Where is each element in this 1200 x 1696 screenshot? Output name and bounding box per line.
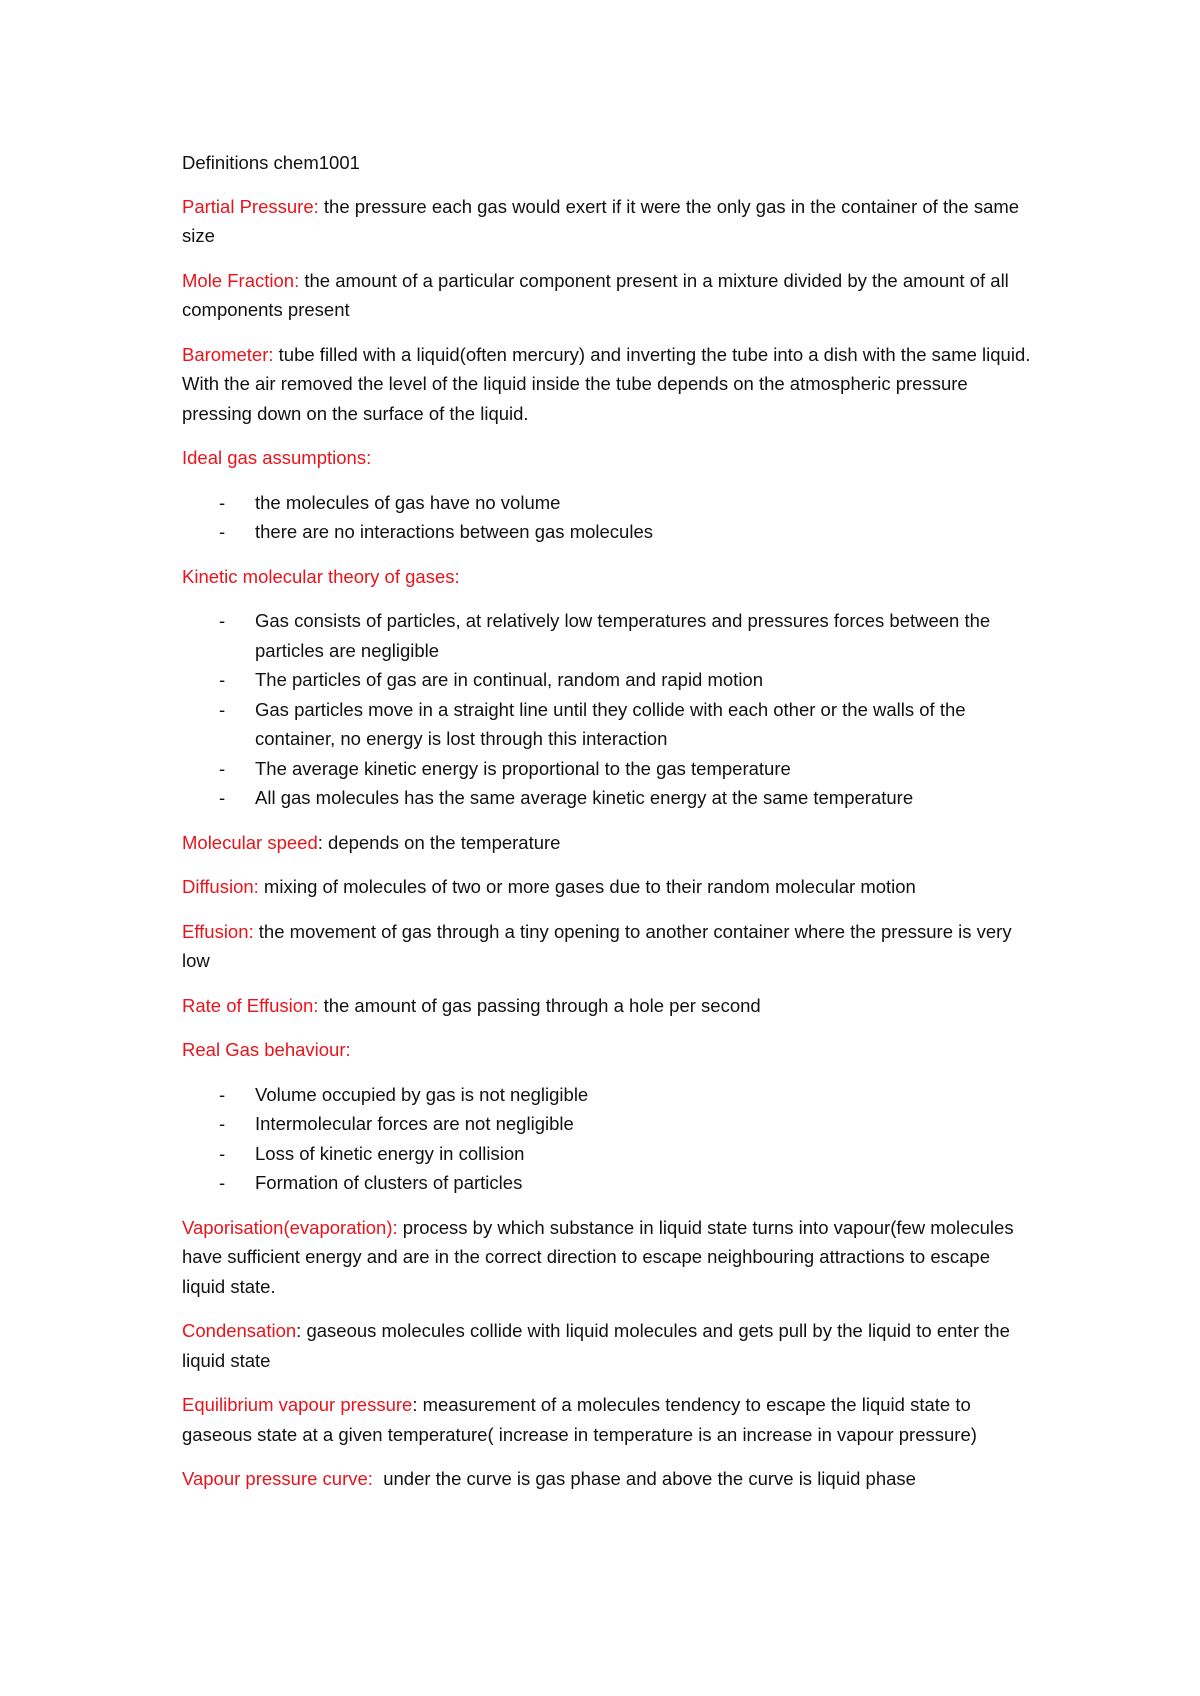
list-item-text: Intermolecular forces are not negligible [255,1113,574,1134]
list-item-text: Gas particles move in a straight line until they collide with each other or the walls of the container, no energy is lost through this interaction [255,698,966,749]
definition-text: tube filled with a liquid(often mercury) and inverting the tube into a dish with the same liquid. With the air removed the level of the liquid inside the tube depends on the atmospheric pressure pressing down on the surface of the liquid. [182,343,1031,424]
dash-bullet-icon: - [219,1142,226,1164]
ideal-gas-list [182,488,1032,547]
definition-text: : gaseous molecules collide with liquid molecules and gets pull by the liquid to enter the liquid state [182,1320,1010,1371]
list-item-text: Loss of kinetic energy in collision [255,1142,525,1164]
definition-text: the pressure each gas would exert if it were the only gas in the container of the same size [182,195,1020,246]
definition-text: the amount of gas passing through a hole per second [318,994,761,1016]
definition-text: under the curve is gas phase and above the curve is liquid phase [372,1468,916,1489]
definition-text: the amount of a particular component present in a mixture divided by the amount of all components present [182,269,1009,320]
term-label: Equilibrium vapour pressure [182,1394,413,1415]
list-item-text: All gas molecules has the same average kinetic energy at the same temperature [255,787,914,808]
kinetic-theory-list [182,606,1032,813]
term-label: Kinetic molecular theory of gases: [182,565,460,587]
list-item [182,517,1032,547]
list-item [182,488,1032,518]
definition-barometer [182,340,1032,429]
term-label: Ideal gas assumptions: [182,447,372,468]
heading-ideal-gas-assumptions [182,443,1032,473]
list-item [182,1080,1032,1110]
list-item-text: Gas consists of particles, at relatively low temperatures and pressures forces between the particles are negligible [255,610,991,661]
term-label: Rate of Effusion: [182,994,319,1016]
dash-bullet-icon: - [219,669,226,690]
list-item [182,1168,1032,1198]
dash-bullet-icon: - [219,491,226,513]
dash-bullet-icon: - [219,521,226,542]
term-label: Partial Pressure: [182,195,319,217]
term-label: Real Gas behaviour: [182,1039,351,1060]
list-item [182,1109,1032,1139]
definition-diffusion [182,872,1032,902]
list-item [182,606,1032,665]
heading-kinetic-molecular-theory [182,562,1032,592]
term-label: Vaporisation(evaporation): [182,1216,398,1238]
definition-equilibrium-vapour-pressure [182,1390,1032,1449]
list-item-text: The particles of gas are in continual, random and rapid motion [255,669,764,690]
list-item-text: Formation of clusters of particles [255,1172,523,1193]
real-gas-list [182,1080,1032,1198]
dash-bullet-icon: - [219,698,226,720]
document-title: Definitions chem1001 [182,152,360,173]
definition-text: mixing of molecules of two or more gases due to their random molecular motion [258,876,916,897]
list-item-text: the molecules of gas have no volume [255,491,561,513]
dash-bullet-icon: - [219,1113,226,1134]
list-item [182,754,1032,784]
term-label: Mole Fraction: [182,269,300,291]
dash-bullet-icon: - [219,757,226,779]
term-label: Molecular speed [182,831,318,853]
definition-condensation [182,1316,1032,1375]
dash-bullet-icon: - [219,1172,226,1193]
list-item [182,665,1032,695]
term-label: Condensation [182,1320,297,1341]
definition-effusion [182,917,1032,976]
definition-vapour-pressure-curve [182,1464,1032,1494]
list-item-text: Volume occupied by gas is not negligible [255,1083,589,1105]
list-item [182,1139,1032,1169]
list-item-text: there are no interactions between gas molecules [255,521,653,542]
document-body [182,148,1032,1509]
definition-partial-pressure [182,192,1032,251]
dash-bullet-icon: - [219,610,226,631]
list-item [182,783,1032,813]
dash-bullet-icon: - [219,787,226,808]
definition-text: : measurement of a molecules tendency to escape the liquid state to gaseous state at a given temperature( increase in temperature is an increase in vapour pressure) [182,1394,977,1445]
dash-bullet-icon: - [219,1083,226,1105]
definition-mole-fraction [182,266,1032,325]
definition-rate-of-effusion [182,991,1032,1021]
term-label: Vapour pressure curve: [182,1468,373,1489]
term-label: Diffusion: [182,876,259,897]
definition-text: : depends on the temperature [317,831,561,853]
definition-molecular-speed [182,828,1032,858]
list-item-text: The average kinetic energy is proportional to the gas temperature [255,757,791,779]
heading-real-gas-behaviour [182,1035,1032,1065]
definition-text: the movement of gas through a tiny opening to another container where the pressure is very low [182,920,1012,971]
list-item [182,695,1032,754]
definition-vaporisation [182,1213,1032,1302]
term-label: Effusion: [182,920,254,942]
term-label: Barometer: [182,343,274,365]
definition-text: process by which substance in liquid state turns into vapour(few molecules have sufficient energy and are in the correct direction to escape neighbouring attractions to escape liquid state. [182,1216,1014,1297]
